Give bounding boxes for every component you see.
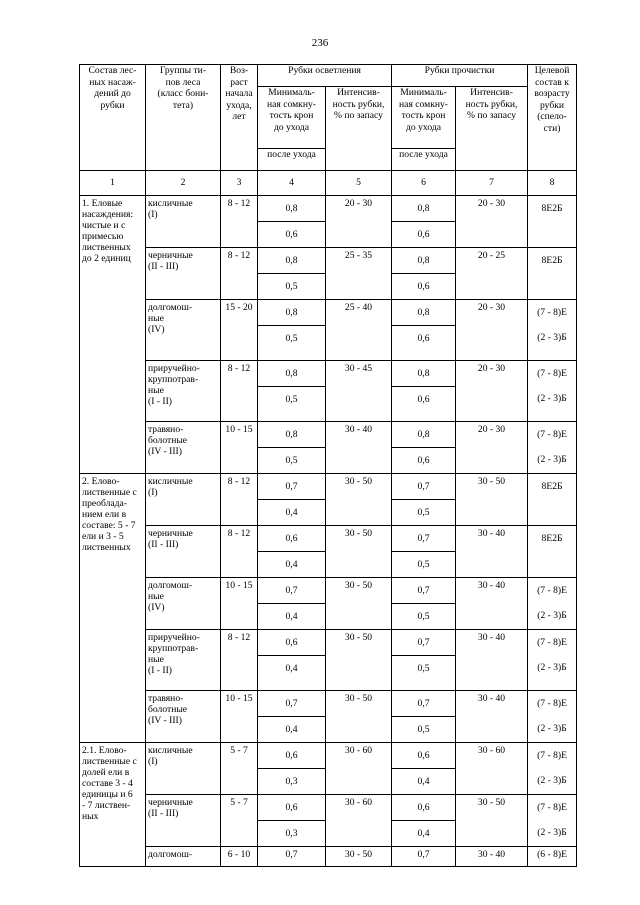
min-closure-before-thinning: 0,8 bbox=[417, 307, 430, 318]
min-closure-before-thinning: 0,7 bbox=[417, 637, 430, 648]
header-target-composition: Целевой состав к возрасту рубки (спело- сти) bbox=[528, 65, 577, 171]
min-closure-before-thinning: 0,7 bbox=[392, 847, 456, 867]
min-closure-after-thinning: 0,5 bbox=[392, 603, 455, 629]
col-number: 7 bbox=[456, 171, 528, 196]
header-intensity-thinning: Интенсив- ность рубки, % по запасу bbox=[456, 87, 528, 171]
intensity-thinning: 30 - 40 bbox=[456, 691, 528, 743]
min-closure-before-thinning: 0,8 bbox=[417, 429, 430, 440]
start-age: 8 - 12 bbox=[221, 474, 258, 526]
start-age: 15 - 20 bbox=[221, 300, 258, 361]
min-closure-after: 0,4 bbox=[258, 499, 325, 525]
intensity: 30 - 50 bbox=[326, 847, 392, 867]
min-closure-after: 0,5 bbox=[258, 325, 325, 351]
header-min-closure-thinning: Минималь- ная сомкну- тость крон до ухода bbox=[392, 87, 456, 149]
min-closure-before: 0,8 bbox=[285, 368, 298, 379]
target-composition-secondary: (2 - 3)Б bbox=[537, 393, 567, 404]
min-closure-before-thinning: 0,7 bbox=[417, 481, 430, 492]
table-row bbox=[80, 248, 577, 300]
min-closure-after-thinning: 0,6 bbox=[392, 273, 455, 299]
forest-type: долгомош- ные (IV) bbox=[146, 578, 221, 630]
forest-type: черничные (II - III) bbox=[146, 248, 221, 300]
intensity: 25 - 40 bbox=[326, 300, 392, 361]
target-composition: 8Е2Б bbox=[541, 481, 563, 492]
col-number: 5 bbox=[326, 171, 392, 196]
intensity-thinning: 30 - 40 bbox=[456, 847, 528, 867]
min-closure-before-thinning: 0,8 bbox=[417, 203, 430, 214]
min-closure-after: 0,5 bbox=[258, 273, 325, 299]
target-composition: 8Е2Б bbox=[541, 203, 563, 214]
group-name: 2.1. Елово- лиственные с долей ели в составе 3 - 4 единицы и 6 - 7 листвен- ных bbox=[80, 743, 146, 867]
forest-type: травяно- болотные (IV - III) bbox=[146, 691, 221, 743]
forest-type: черничные (II - III) bbox=[146, 795, 221, 847]
intensity-thinning: 20 - 30 bbox=[456, 361, 528, 422]
target-composition-secondary: (2 - 3)Б bbox=[537, 610, 567, 621]
min-closure-after-thinning: 0,4 bbox=[392, 768, 455, 794]
target-composition-secondary: (2 - 3)Б bbox=[537, 775, 567, 786]
table-row bbox=[80, 361, 577, 422]
col-number: 3 bbox=[221, 171, 258, 196]
target-composition-secondary: (2 - 3)Б bbox=[537, 662, 567, 673]
header-light-cutting: Рубки осветления bbox=[258, 65, 392, 87]
target-composition: (7 - 8)Е bbox=[537, 802, 567, 813]
target-composition-secondary: (2 - 3)Б bbox=[537, 332, 567, 343]
intensity: 30 - 50 bbox=[326, 691, 392, 743]
min-closure-before-thinning: 0,7 bbox=[417, 585, 430, 596]
start-age: 5 - 7 bbox=[221, 795, 258, 847]
intensity-thinning: 20 - 30 bbox=[456, 300, 528, 361]
target-composition-secondary: (2 - 3)Б bbox=[537, 827, 567, 838]
min-closure-after: 0,4 bbox=[258, 551, 325, 577]
intensity: 30 - 50 bbox=[326, 630, 392, 691]
forest-care-table bbox=[79, 64, 577, 867]
target-composition: 8Е2Б bbox=[541, 533, 563, 544]
intensity-thinning: 30 - 40 bbox=[456, 630, 528, 691]
start-age: 5 - 7 bbox=[221, 743, 258, 795]
min-closure-before-thinning: 0,7 bbox=[417, 698, 430, 709]
intensity: 30 - 50 bbox=[326, 578, 392, 630]
target-composition: (6 - 8)Е bbox=[528, 847, 577, 867]
intensity: 25 - 35 bbox=[326, 248, 392, 300]
min-closure-after-thinning: 0,4 bbox=[392, 820, 455, 846]
header-forest-type: Группы ти- пов леса (класс бони- тета) bbox=[146, 65, 221, 171]
table-row bbox=[80, 847, 577, 867]
min-closure-before: 0,6 bbox=[285, 750, 298, 761]
target-composition: 8Е2Б bbox=[541, 255, 563, 266]
col-number: 6 bbox=[392, 171, 456, 196]
min-closure-after-thinning: 0,6 bbox=[392, 386, 455, 412]
min-closure-before: 0,7 bbox=[285, 585, 298, 596]
min-closure-after: 0,5 bbox=[258, 386, 325, 412]
table-row bbox=[80, 578, 577, 630]
intensity: 30 - 45 bbox=[326, 361, 392, 422]
min-closure-before: 0,6 bbox=[285, 802, 298, 813]
intensity-thinning: 20 - 25 bbox=[456, 248, 528, 300]
start-age: 8 - 12 bbox=[221, 630, 258, 691]
forest-type: долгомош- bbox=[146, 847, 221, 867]
page-number: 236 bbox=[311, 37, 329, 49]
min-closure-after: 0,4 bbox=[258, 603, 325, 629]
target-composition-secondary: (2 - 3)Б bbox=[537, 723, 567, 734]
intensity: 30 - 40 bbox=[326, 422, 392, 474]
min-closure-after-thinning: 0,5 bbox=[392, 655, 455, 681]
forest-type: кисличные (I) bbox=[146, 743, 221, 795]
intensity: 30 - 50 bbox=[326, 474, 392, 526]
min-closure-after: 0,3 bbox=[258, 820, 325, 846]
min-closure-before: 0,7 bbox=[258, 847, 326, 867]
intensity: 30 - 60 bbox=[326, 795, 392, 847]
target-composition: (7 - 8)Е bbox=[537, 429, 567, 440]
start-age: 8 - 12 bbox=[221, 526, 258, 578]
target-composition-secondary bbox=[528, 551, 576, 576]
col-number: 4 bbox=[258, 171, 326, 196]
header-after-care-thinning: после ухода bbox=[392, 149, 456, 171]
col-number: 1 bbox=[80, 171, 146, 196]
forest-type: приручейно- круппотрав- ные (I - II) bbox=[146, 630, 221, 691]
min-closure-after: 0,4 bbox=[258, 716, 325, 742]
intensity: 30 - 60 bbox=[326, 743, 392, 795]
min-closure-after-thinning: 0,5 bbox=[392, 716, 455, 742]
forest-type: кисличные (I) bbox=[146, 474, 221, 526]
table-row bbox=[80, 474, 577, 526]
target-composition: (7 - 8)Е bbox=[537, 307, 567, 318]
start-age: 8 - 12 bbox=[221, 361, 258, 422]
min-closure-before: 0,6 bbox=[285, 637, 298, 648]
intensity-thinning: 30 - 60 bbox=[456, 743, 528, 795]
forest-type: травяно- болотные (IV - III) bbox=[146, 422, 221, 474]
target-composition-secondary bbox=[528, 273, 576, 298]
min-closure-after: 0,4 bbox=[258, 655, 325, 681]
min-closure-after: 0,6 bbox=[258, 221, 325, 247]
forest-type: черничные (II - III) bbox=[146, 526, 221, 578]
header-min-closure: Минималь- ная сомкну- тость крон до ухода bbox=[258, 87, 326, 149]
target-composition-secondary: (2 - 3)Б bbox=[537, 454, 567, 465]
min-closure-after-thinning: 0,5 bbox=[392, 551, 455, 577]
start-age: 6 - 10 bbox=[221, 847, 258, 867]
target-composition: (7 - 8)Е bbox=[537, 750, 567, 761]
group-name: 2. Елово- лиственные с преоблада- нием ели в составе: 5 - 7 ели и 3 - 5 лиственных bbox=[80, 474, 146, 743]
header-after-care: после ухода bbox=[258, 149, 326, 171]
start-age: 10 - 15 bbox=[221, 578, 258, 630]
table-row bbox=[80, 300, 577, 361]
start-age: 10 - 15 bbox=[221, 691, 258, 743]
header-start-age: Воз- раст начала ухода, лет bbox=[221, 65, 258, 171]
start-age: 8 - 12 bbox=[221, 196, 258, 248]
table-row bbox=[80, 422, 577, 474]
intensity-thinning: 30 - 40 bbox=[456, 578, 528, 630]
min-closure-before: 0,6 bbox=[285, 533, 298, 544]
min-closure-before: 0,7 bbox=[285, 698, 298, 709]
intensity-thinning: 30 - 50 bbox=[456, 474, 528, 526]
min-closure-before: 0,7 bbox=[285, 481, 298, 492]
min-closure-before: 0,8 bbox=[285, 307, 298, 318]
target-composition-secondary bbox=[528, 221, 576, 246]
table-row bbox=[80, 743, 577, 795]
min-closure-after: 0,5 bbox=[258, 447, 325, 473]
col-number: 8 bbox=[528, 171, 577, 196]
min-closure-before: 0,8 bbox=[285, 255, 298, 266]
min-closure-before: 0,8 bbox=[285, 203, 298, 214]
start-age: 10 - 15 bbox=[221, 422, 258, 474]
col-number: 2 bbox=[146, 171, 221, 196]
min-closure-before-thinning: 0,6 bbox=[417, 802, 430, 813]
target-composition: (7 - 8)Е bbox=[537, 698, 567, 709]
min-closure-after-thinning: 0,5 bbox=[392, 499, 455, 525]
table-row bbox=[80, 691, 577, 743]
intensity: 20 - 30 bbox=[326, 196, 392, 248]
group-name: 1. Еловые насаждения: чистые и с примесью лиственных до 2 единиц bbox=[80, 196, 146, 474]
target-composition: (7 - 8)Е bbox=[537, 368, 567, 379]
table-row bbox=[80, 795, 577, 847]
min-closure-before-thinning: 0,8 bbox=[417, 368, 430, 379]
intensity-thinning: 30 - 40 bbox=[456, 526, 528, 578]
min-closure-after-thinning: 0,6 bbox=[392, 447, 455, 473]
target-composition: (7 - 8)Е bbox=[537, 585, 567, 596]
target-composition: (7 - 8)Е bbox=[537, 637, 567, 648]
min-closure-before-thinning: 0,8 bbox=[417, 255, 430, 266]
forest-type: приручейно- круппотрав- ные (I - II) bbox=[146, 361, 221, 422]
table-row bbox=[80, 630, 577, 691]
target-composition-secondary bbox=[528, 499, 576, 524]
min-closure-before: 0,8 bbox=[285, 429, 298, 440]
intensity: 30 - 50 bbox=[326, 526, 392, 578]
intensity-thinning: 20 - 30 bbox=[456, 422, 528, 474]
min-closure-after-thinning: 0,6 bbox=[392, 221, 455, 247]
min-closure-after: 0,3 bbox=[258, 768, 325, 794]
min-closure-after-thinning: 0,6 bbox=[392, 325, 455, 351]
forest-type: кисличные (I) bbox=[146, 196, 221, 248]
min-closure-before-thinning: 0,6 bbox=[417, 750, 430, 761]
forest-type: долгомош- ные (IV) bbox=[146, 300, 221, 361]
min-closure-before-thinning: 0,7 bbox=[417, 533, 430, 544]
intensity-thinning: 20 - 30 bbox=[456, 196, 528, 248]
intensity-thinning: 30 - 50 bbox=[456, 795, 528, 847]
table-row bbox=[80, 526, 577, 578]
header-intensity: Интенсив- ность рубки, % по запасу bbox=[326, 87, 392, 171]
start-age: 8 - 12 bbox=[221, 248, 258, 300]
table-row bbox=[80, 196, 577, 248]
header-composition: Состав лес- ных насаж- дений до рубки bbox=[80, 65, 146, 171]
header-thinning: Рубки прочистки bbox=[392, 65, 528, 87]
